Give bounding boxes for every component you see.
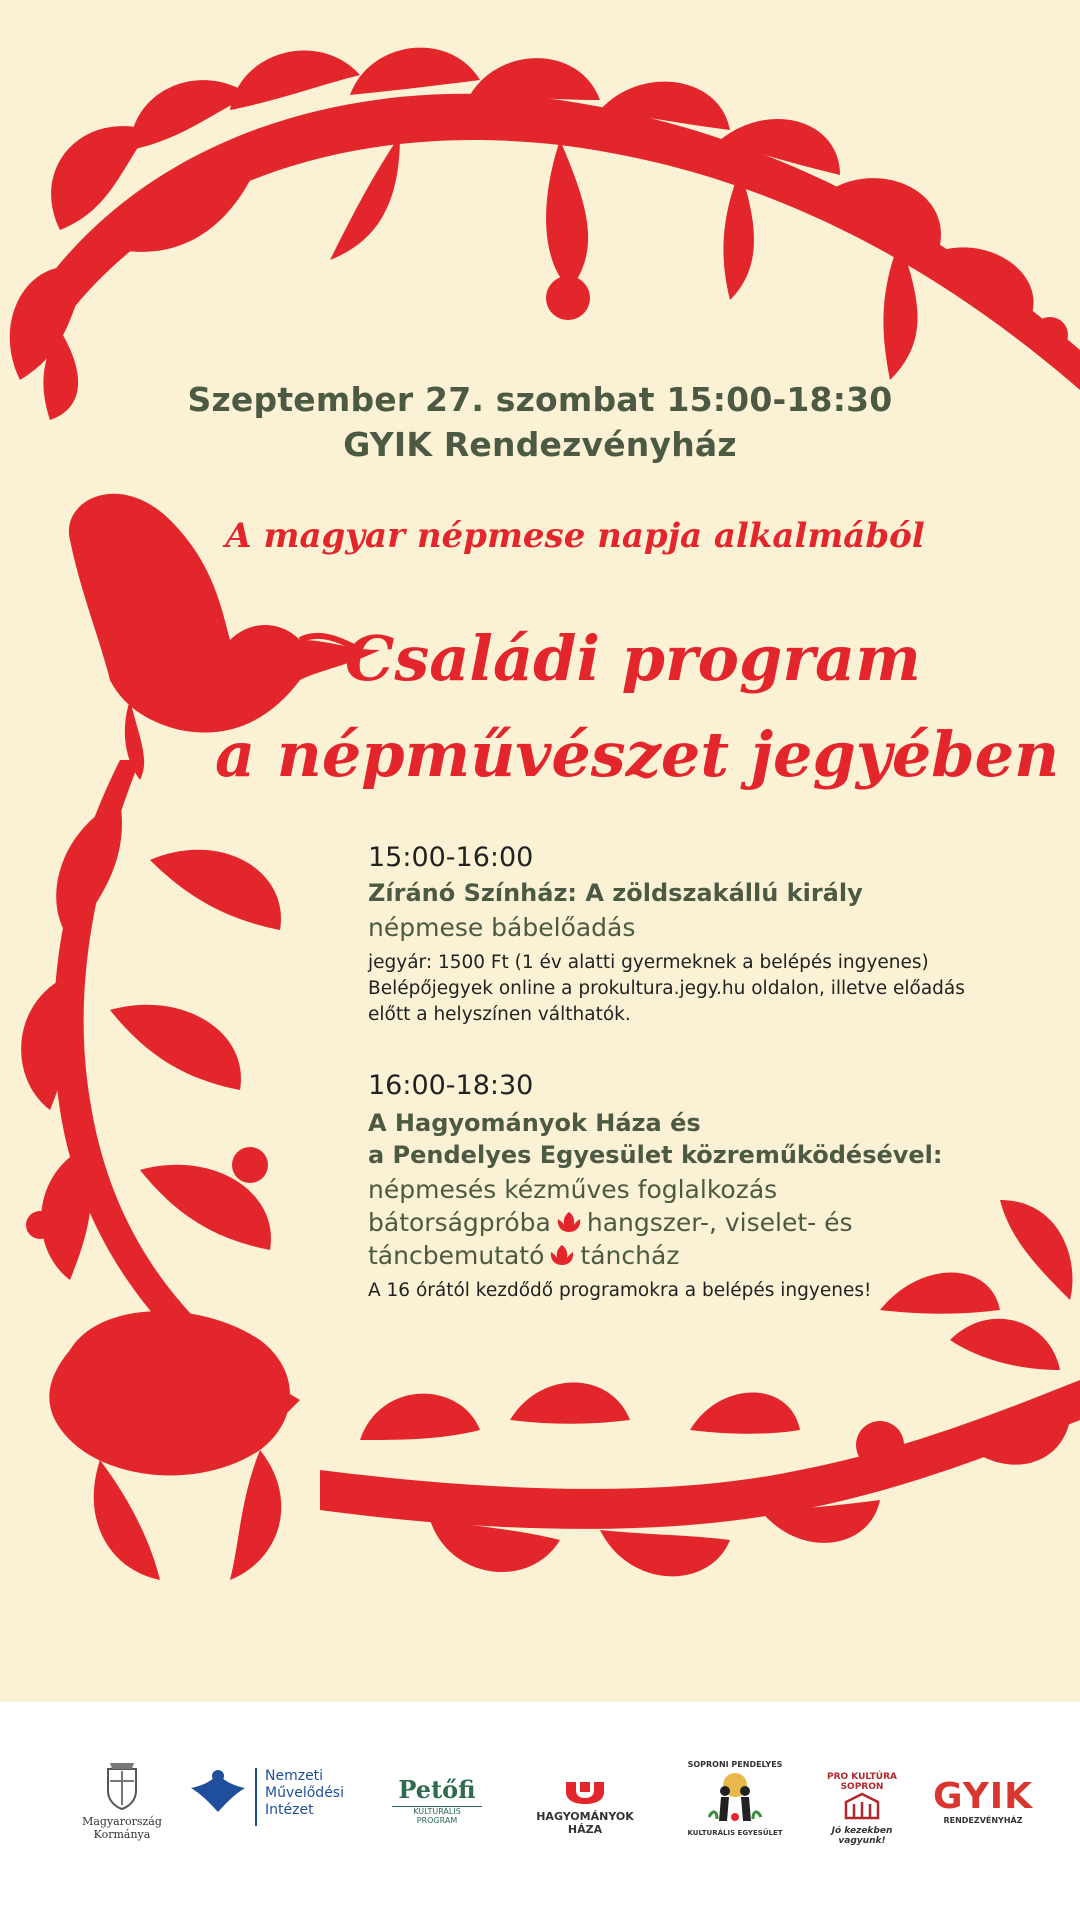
- logo-nmi: [185, 1768, 355, 1826]
- bottom-left-flower: [49, 1311, 290, 1475]
- pro-kultura-emblem-icon: [842, 1792, 882, 1822]
- petofi-name: Petőfi: [398, 1775, 476, 1804]
- tulip-icon: [555, 1210, 583, 1234]
- program-2-time: 16:00-18:30: [368, 1070, 534, 1101]
- program-2-activity-1: népmesés kézműves foglalkozás: [368, 1175, 778, 1204]
- logo-petofi: [392, 1775, 482, 1825]
- tulip-icon: [548, 1243, 576, 1267]
- event-venue: GYIK Rendezvényház: [343, 425, 737, 464]
- gyik-wordmark: GYIK: [932, 1776, 1034, 1817]
- program-1-time: 15:00-16:00: [368, 842, 534, 873]
- program-1-type: népmese bábelőadás: [368, 913, 636, 942]
- program-1-online-line-2: előtt a helyszínen válthatók.: [368, 1004, 631, 1025]
- pk-bottom-text: Jó kezekben vagyunk!: [831, 1826, 893, 1846]
- logo-hagyomanyok-haza: [525, 1780, 645, 1836]
- pendelyes-figures-icon: [703, 1769, 767, 1825]
- program-2-org-line-2: a Pendelyes Egyesület közreműködésével:: [368, 1141, 943, 1169]
- nmi-line-3: Intézet: [265, 1802, 314, 1818]
- pk-top-text: PRO KULTÚRA SOPRON: [826, 1772, 898, 1792]
- program-1-online-line-1: Belépőjegyek online a prokultura.jegy.hu oldalon, illetve előadás: [368, 978, 965, 999]
- nmi-emblem-icon: [185, 1768, 251, 1816]
- gov-line-2: Kormánya: [93, 1828, 151, 1841]
- hh-line-2: HÁZA: [567, 1823, 603, 1836]
- sp-top-text: SOPRONI PENDELYES: [687, 1760, 783, 1769]
- logo-gyik: [928, 1778, 1038, 1825]
- gyik-subtitle: RENDEZVÉNYHÁZ: [943, 1816, 1023, 1825]
- program-2-activity-2a: bátorságpróba: [368, 1208, 551, 1237]
- event-date-time: Szeptember 27. szombat 15:00-18:30: [187, 380, 893, 419]
- program-2: [368, 1070, 1018, 1304]
- sp-bottom-text: KULTURÁLIS EGYESÜLET: [687, 1829, 783, 1837]
- program-2-org-line-1: A Hagyományok Háza és: [368, 1109, 701, 1137]
- program-1-performer: Zíránó Színház: A zöldszakállú király: [368, 879, 863, 907]
- logo-soproni-pendelyes: [680, 1760, 790, 1837]
- logo-pro-kultura-sopron: [812, 1772, 912, 1846]
- gov-line-1: Magyarország: [82, 1815, 162, 1828]
- logo-hungarian-government: [62, 1755, 182, 1841]
- coat-of-arms-icon: [102, 1755, 142, 1811]
- petofi-subtitle: KULTURÁLIS PROGRAM: [392, 1806, 482, 1825]
- program-1: [368, 842, 1018, 1028]
- nmi-line-2: Művelődési: [265, 1785, 344, 1801]
- nmi-line-1: Nemzeti: [265, 1768, 324, 1784]
- program-2-activity-3a: táncbemutató: [368, 1241, 545, 1270]
- program-2-activity-2: [368, 1208, 1018, 1237]
- title-line-2: a népművészet jegyében: [215, 718, 1060, 791]
- program-2-activity-3: [368, 1241, 1018, 1270]
- hh-line-1: HAGYOMÁNYOK: [536, 1810, 634, 1823]
- occasion-subtitle: A magyar népmese napja alkalmából: [225, 516, 925, 556]
- title-line-1: Családi program: [345, 622, 921, 695]
- program-2-activity-3b: táncház: [580, 1241, 680, 1270]
- program-2-activity-2b: hangszer-, viselet- és: [586, 1208, 853, 1237]
- program-1-ticket: jegyár: 1500 Ft (1 év alatti gyermeknek a belépés ingyenes): [368, 952, 929, 973]
- program-2-free-note: A 16 órától kezdődő programokra a belépés ingyenes!: [368, 1280, 872, 1301]
- hh-tulip-icon: [562, 1780, 608, 1806]
